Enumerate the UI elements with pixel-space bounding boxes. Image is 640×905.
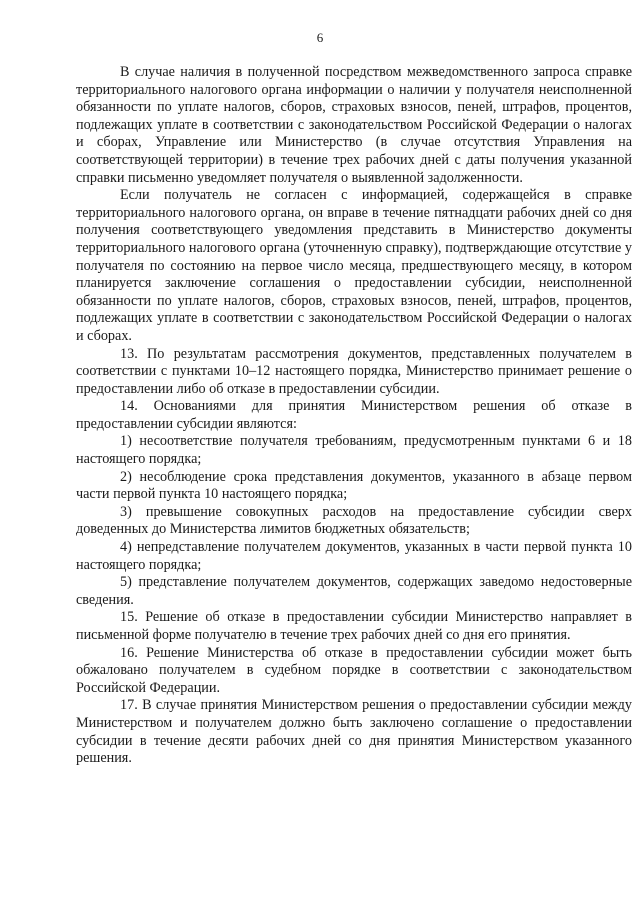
paragraph-14: 14. Основаниями для принятия Министерством решения об отказе в предоставлении субсидии являются: bbox=[76, 398, 632, 432]
paragraph-13: 13. По результатам рассмотрения документов, представленных получателем в соответствии с пунктами 10–12 настоящего порядка, Министерство принимает решение о предоставлении либо об отказе в предоставлении субсидии. bbox=[76, 345, 632, 397]
paragraph-14-item-5: 5) представление получателем документов, содержащих заведомо недостоверные сведения. bbox=[76, 574, 632, 608]
paragraph-15: 15. Решение об отказе в предоставлении субсидии Министерство направляет в письменной форме получателю в течение трех рабочих дней со дня его принятия. bbox=[76, 609, 632, 643]
page-number: 6 bbox=[316, 30, 324, 45]
paragraph-14-item-1: 1) несоответствие получателя требованиям, предусмотренным пунктами 6 и 18 настоящего порядка; bbox=[76, 433, 632, 468]
paragraph-14-item-4: 4) непредставление получателем документов, указанных в части первой пункта 10 настоящего порядка; bbox=[76, 539, 632, 573]
document-body bbox=[76, 64, 632, 768]
paragraph-14-item-2: 2) несоблюдение срока представления документов, указанного в абзаце первом части первой пункта 10 настоящего порядка; bbox=[76, 468, 632, 503]
paragraph-17: 17. В случае принятия Министерством решения о предоставлении субсидии между Министерством и получателем должно быть заключено соглашение о предоставлении субсидии в течение десяти рабочих дней со дня принятия Министерством указанного решения. bbox=[76, 697, 632, 767]
paragraph-16: 16. Решение Министерства об отказе в предоставлении субсидии может быть обжаловано получателем в судебном порядке в соответствии с законодательством Российской Федерации. bbox=[76, 644, 632, 696]
paragraph-disagreement: Если получатель не согласен с информацией, содержащейся в справке территориального налогового органа, он вправе в течение пятнадцати рабочих дней со дня получения соответствующего уведомления представить в Министерство документы территориального налогового органа (уточненную справку), подтверждающие отсутствие у получателя по состоянию на первое число месяца, предшествующего месяцу, в котором планируется заключение соглашения о предоставлении субсидии, неисполненной обязанности по уплате налогов, сборов, страховых взносов, пеней, штрафов, процентов, подлежащих уплате в соответствии с законодательством Российской Федерации о налогах и сборах. bbox=[76, 187, 632, 344]
paragraph-14-item-3: 3) превышение совокупных расходов на предоставление субсидии сверх доведенных до Министерства лимитов бюджетных обязательств; bbox=[76, 503, 632, 538]
paragraph-tax-debt-notice: В случае наличия в полученной посредством межведомственного запроса справке территориального налогового органа информации о наличии у получателя неисполненной обязанности по уплате налогов, сборов, страховых взносов, пеней, штрафов, процентов, подлежащих уплате в соответствии с законодательством Российской Федерации о налогах и сборах, Управление или Министерство (в случае отсутствия Управления на соответствующей территории) в течение трех рабочих дней с даты получения указанной справки письменно уведомляет получателя о выявленной задолженности. bbox=[76, 64, 632, 186]
